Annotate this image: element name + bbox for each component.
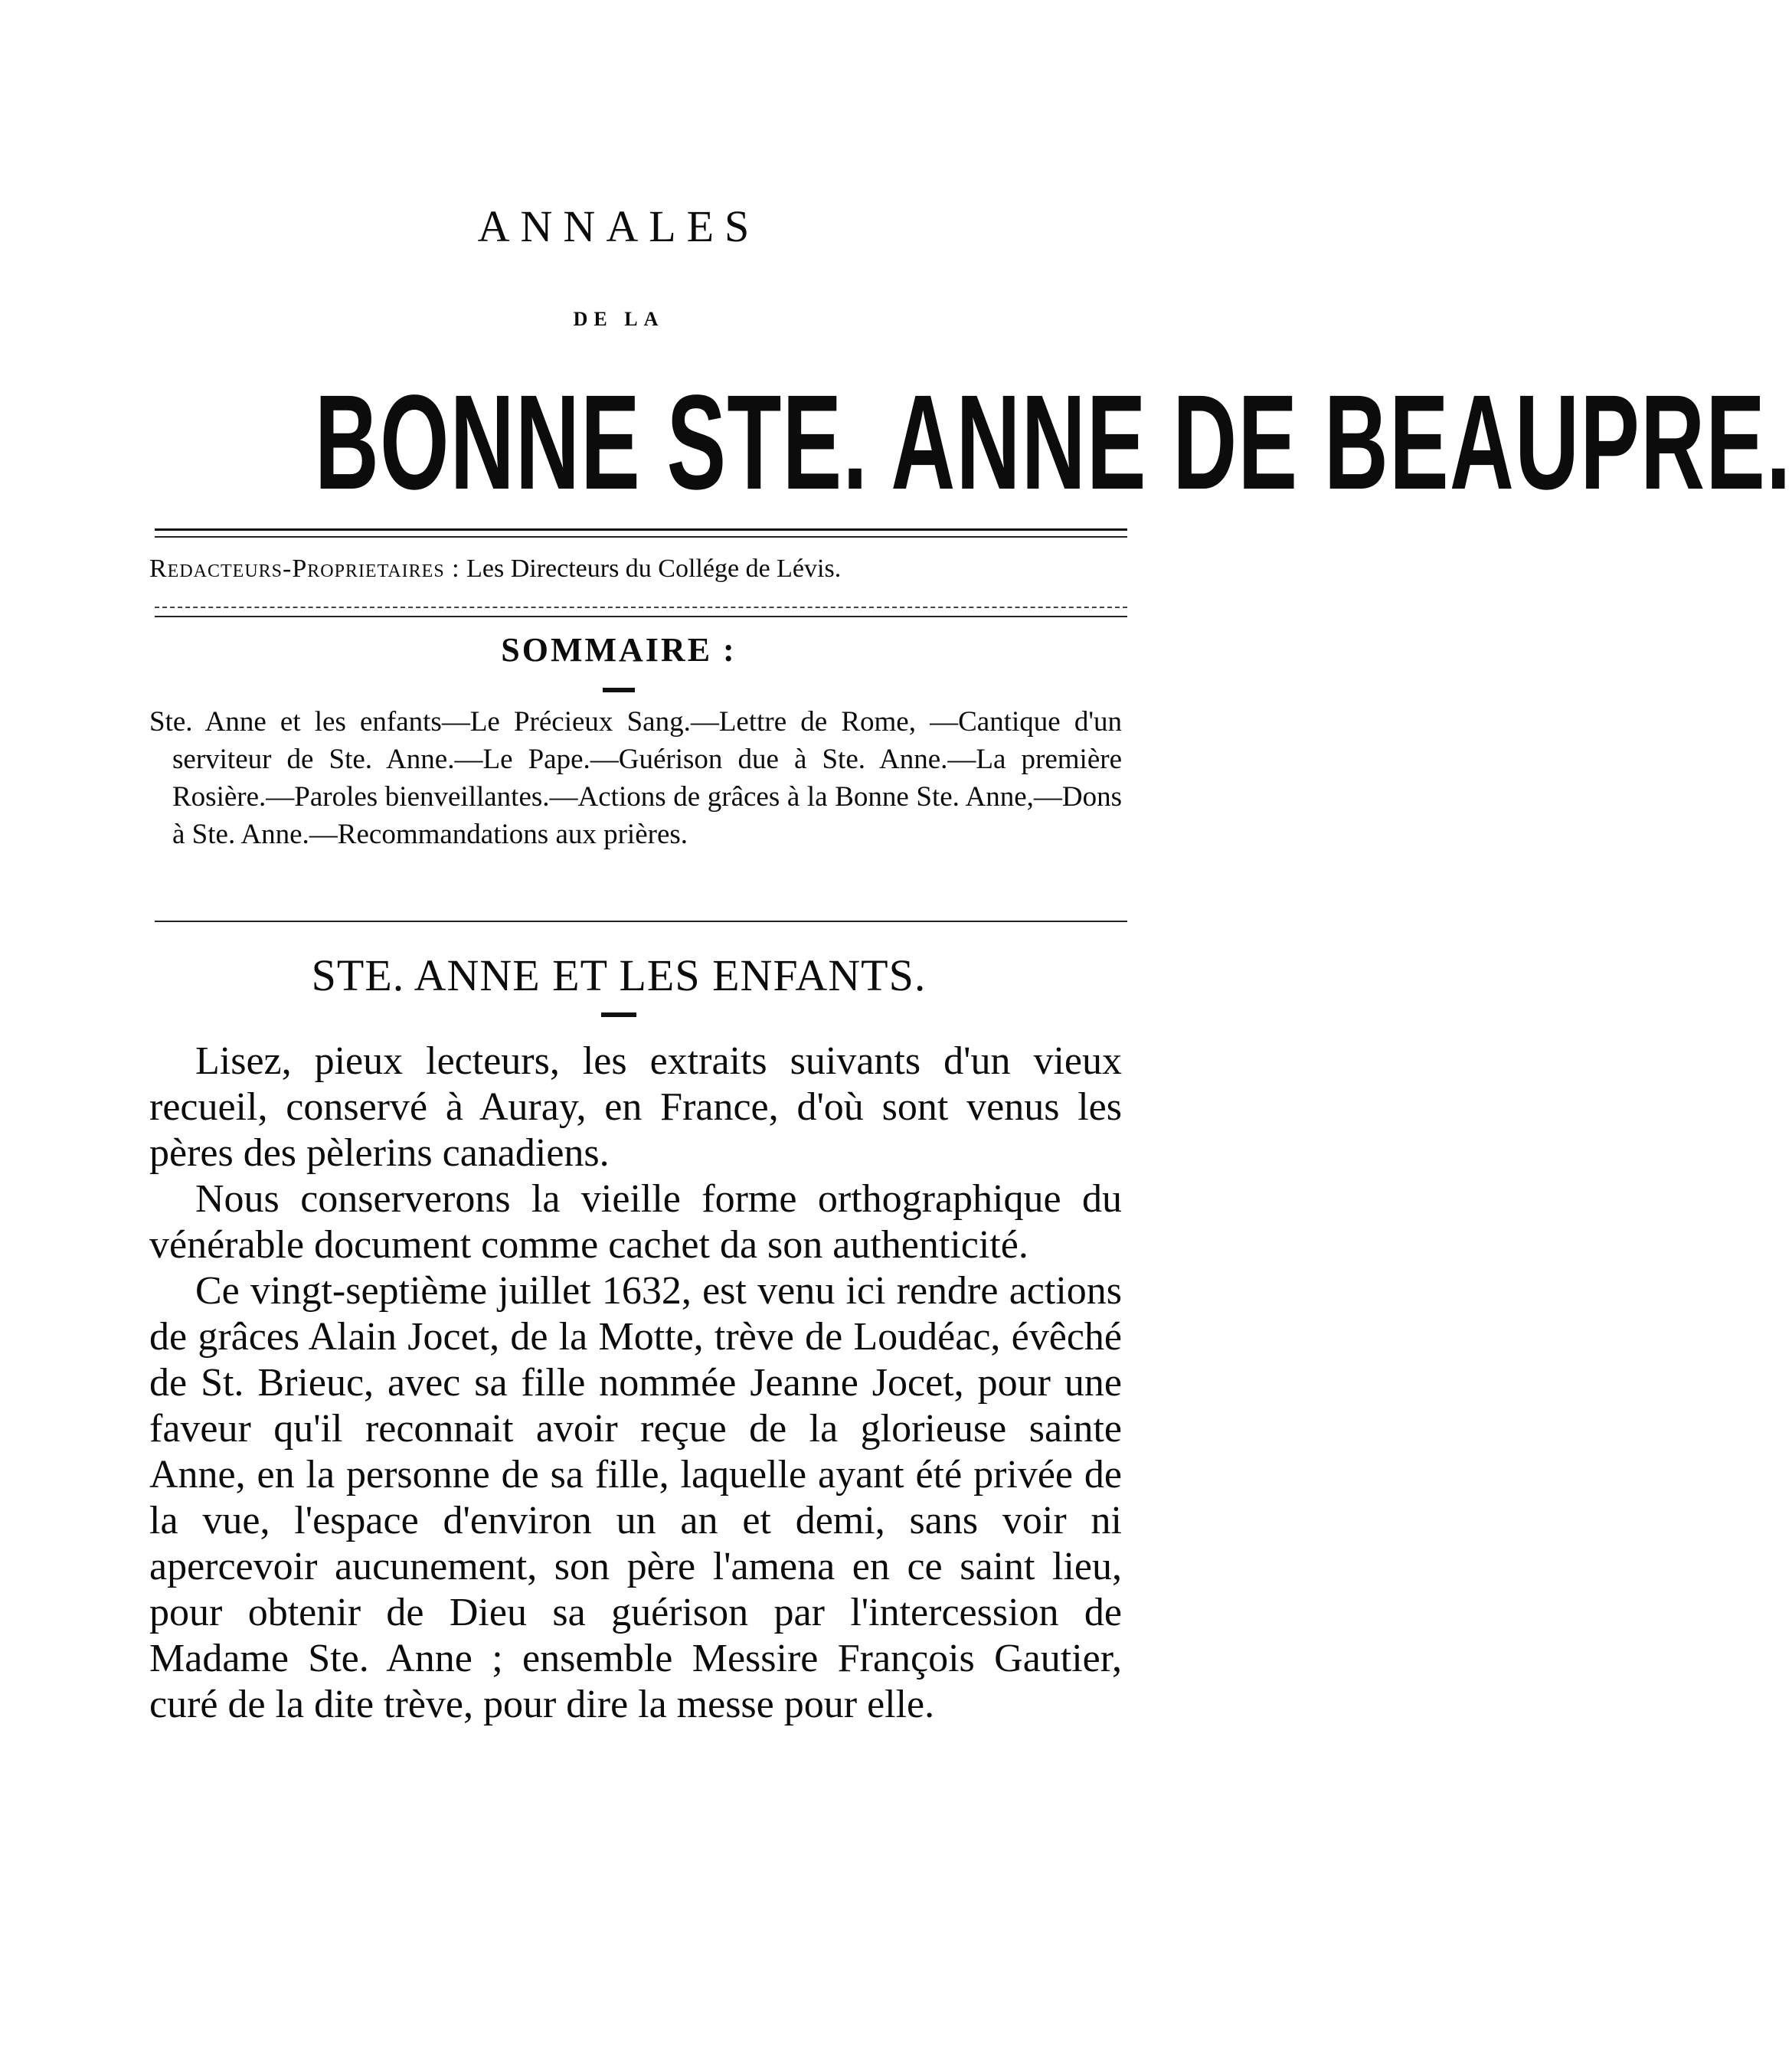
editors-names: Les Directeurs du Collége de Lévis.	[466, 554, 842, 583]
sommaire-heading: SOMMAIRE :	[501, 631, 737, 669]
sommaire-dash	[603, 688, 635, 692]
masthead-rule-bottom	[155, 536, 1127, 538]
article-paragraph: Ce vingt-septième juillet 1632, est venu ici rendre actions de grâces Alain Jocet, de la Motte, trève de Loudéac, évêché de St. Brieuc, avec sa fille nommée Jeanne Jocet, pour une faveur qu'il reconnait avoir reçue de la glorieuse sainte Anne, en la personne de sa fille, laquelle ayant été privée de la vue, l'espace d'environ un an et demi, sans voir ni apercevoir aucunement, son père l'amena en ce saint lieu, pour obtenir de Dieu sa guérison par l'intercession de Madame Ste. Anne ; ensemble Messire François Gautier, curé de la dite trève, pour dire la messe pour elle.	[149, 1269, 1122, 1726]
section-divider	[155, 921, 1127, 922]
article-paragraph: Nous conserverons la vieille forme orthographique du vénérable document comme cachet da son authenticité.	[149, 1177, 1122, 1267]
article-paragraph: Lisez, pieux lecteurs, les extraits suivants d'un vieux recueil, conservé à Auray, en France, d'où sont venus les pères des pèlerins canadiens.	[149, 1039, 1122, 1175]
editors-line	[149, 554, 1133, 584]
sommaire-text: Ste. Anne et les enfants—Le Précieux Sang.—Lettre de Rome, —Cantique d'un serviteur de Ste. Anne.—Le Pape.—Guérison due à Ste. Anne.—La première Rosière.—Paroles bienveillantes.—Actions de grâces à la Bonne Ste. Anne,—Dons à Ste. Anne.—Recommandations aux prières.	[149, 706, 1122, 850]
editors-rule-top	[155, 607, 1127, 608]
editors-label: Redacteurs-Proprietaires :	[149, 554, 460, 583]
masthead-rule-top	[155, 528, 1127, 531]
article-dash	[601, 1012, 636, 1017]
masthead-title: BONNE STE. ANNE DE BEAUPRE.	[314, 368, 1792, 518]
masthead-de-la: DE LA	[573, 308, 665, 330]
masthead-annales: ANNALES	[477, 201, 760, 251]
article-title: STE. ANNE ET LES ENFANTS.	[311, 950, 927, 1000]
article-body	[149, 1039, 1122, 1728]
editors-rule-bottom	[155, 616, 1127, 617]
